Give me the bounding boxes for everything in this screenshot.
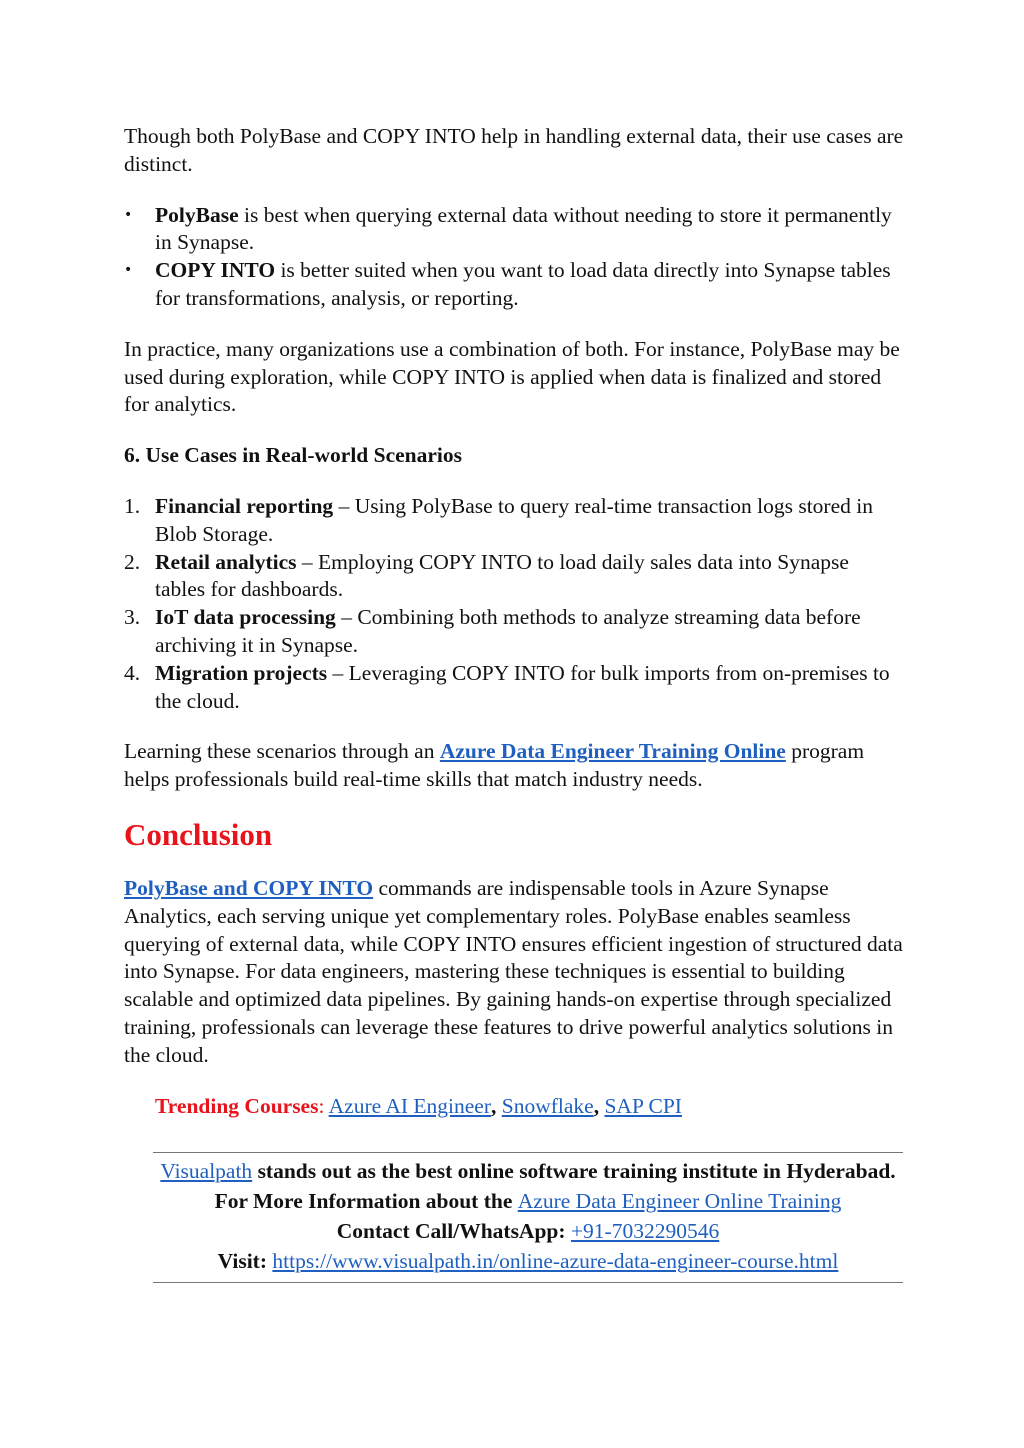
trending-courses (155, 1093, 904, 1121)
polybase-description: is best when querying external data without needing to store it permanently in Synapse. (155, 202, 892, 255)
contact-label: Contact Call/WhatsApp: (336, 1219, 571, 1243)
intro-paragraph: Though both PolyBase and COPY INTO help in handling external data, their use cases are distinct. (124, 124, 904, 176)
item-term: Retail analytics (155, 549, 297, 574)
conclusion-text: commands are indispensable tools in Azure Synapse Analytics, each serving unique yet complementary roles. PolyBase enables seamless querying of external data, while COPY INTO ensures efficient ingestion of structured data into Synapse. For data engineers, mastering these techniques is essential to building scalable and optimized data pipelines. By gaining hands-on expertise through specialized training, professionals can leverage these features to drive powerful analytics solutions in the cloud. (124, 875, 903, 1067)
footer-line-visit (153, 1246, 903, 1276)
item-term: IoT data processing (155, 605, 336, 630)
website-url-link[interactable]: https://www.visualpath.in/online-azure-data-engineer-course.html (272, 1249, 839, 1273)
bullet-icon: • (124, 262, 133, 279)
item-number: 2. (124, 549, 141, 574)
copy-into-description: is better suited when you want to load data directly into Synapse tables for transformations, analysis, or reporting. (155, 258, 891, 310)
footer-line-info (153, 1186, 903, 1216)
azure-training-online-link[interactable]: Azure Data Engineer Training Online (439, 739, 786, 764)
course-link-snowflake[interactable]: Snowflake (501, 1093, 594, 1118)
trending-colon: : (318, 1093, 329, 1118)
footer-line-contact (153, 1216, 903, 1246)
learning-text-after: program helps professionals build real-time skills that match industry needs. (124, 739, 865, 792)
list-item (124, 660, 904, 716)
list-item (124, 257, 904, 313)
item-text: – Using PolyBase to query real-time transaction logs stored in Blob Storage. (155, 493, 873, 546)
item-number: 1. (124, 493, 141, 518)
bullet-icon: • (124, 206, 133, 223)
copy-into-term: COPY INTO (155, 258, 276, 283)
visualpath-link[interactable]: Visualpath (160, 1159, 253, 1183)
conclusion-paragraph (124, 875, 904, 1070)
polybase-copy-into-link[interactable]: PolyBase and COPY INTO (124, 875, 374, 900)
section-heading: 6. Use Cases in Real-world Scenarios (124, 443, 463, 468)
use-cases-list (124, 493, 904, 715)
visit-label: Visit: (217, 1249, 273, 1273)
item-text: – Combining both methods to analyze streaming data before archiving it in Synapse. (155, 605, 861, 657)
item-text: – Employing COPY INTO to load daily sales data into Synapse tables for dashboards. (155, 549, 849, 602)
learning-paragraph (124, 738, 904, 794)
phone-link[interactable]: +91-7032290546 (570, 1219, 720, 1243)
list-item (124, 202, 904, 258)
item-number: 3. (124, 605, 141, 630)
item-text: – Leveraging COPY INTO for bulk imports from on-premises to the cloud. (155, 660, 890, 713)
institute-text: stands out as the best online software training institute in Hyderabad. (252, 1159, 896, 1183)
practice-paragraph: In practice, many organizations use a combination of both. For instance, PolyBase may be used during exploration, while COPY INTO is applied when data is finalized and stored for analytics. (124, 336, 900, 417)
polybase-term: PolyBase (155, 202, 239, 227)
footer-line-institute (153, 1156, 903, 1186)
conclusion-heading: Conclusion (124, 816, 273, 852)
list-item (124, 493, 904, 549)
list-item (124, 549, 904, 605)
course-link-sap-cpi[interactable]: SAP CPI (604, 1093, 682, 1118)
footer-contact-box (153, 1152, 903, 1283)
learning-text-before: Learning these scenarios through an (124, 739, 440, 764)
item-number: 4. (124, 660, 141, 685)
course-separator: , (491, 1093, 502, 1118)
item-term: Financial reporting (155, 493, 334, 518)
course-separator: , (593, 1093, 605, 1118)
item-term: Migration projects (155, 660, 328, 685)
trending-label: Trending Courses (155, 1093, 319, 1118)
comparison-list (124, 202, 904, 313)
azure-online-training-link[interactable]: Azure Data Engineer Online Training (517, 1189, 842, 1213)
list-item (124, 604, 904, 660)
document-body (124, 123, 904, 1143)
info-label: For More Information about the (214, 1189, 518, 1213)
course-link-azure-ai-engineer[interactable]: Azure AI Engineer (328, 1093, 492, 1118)
